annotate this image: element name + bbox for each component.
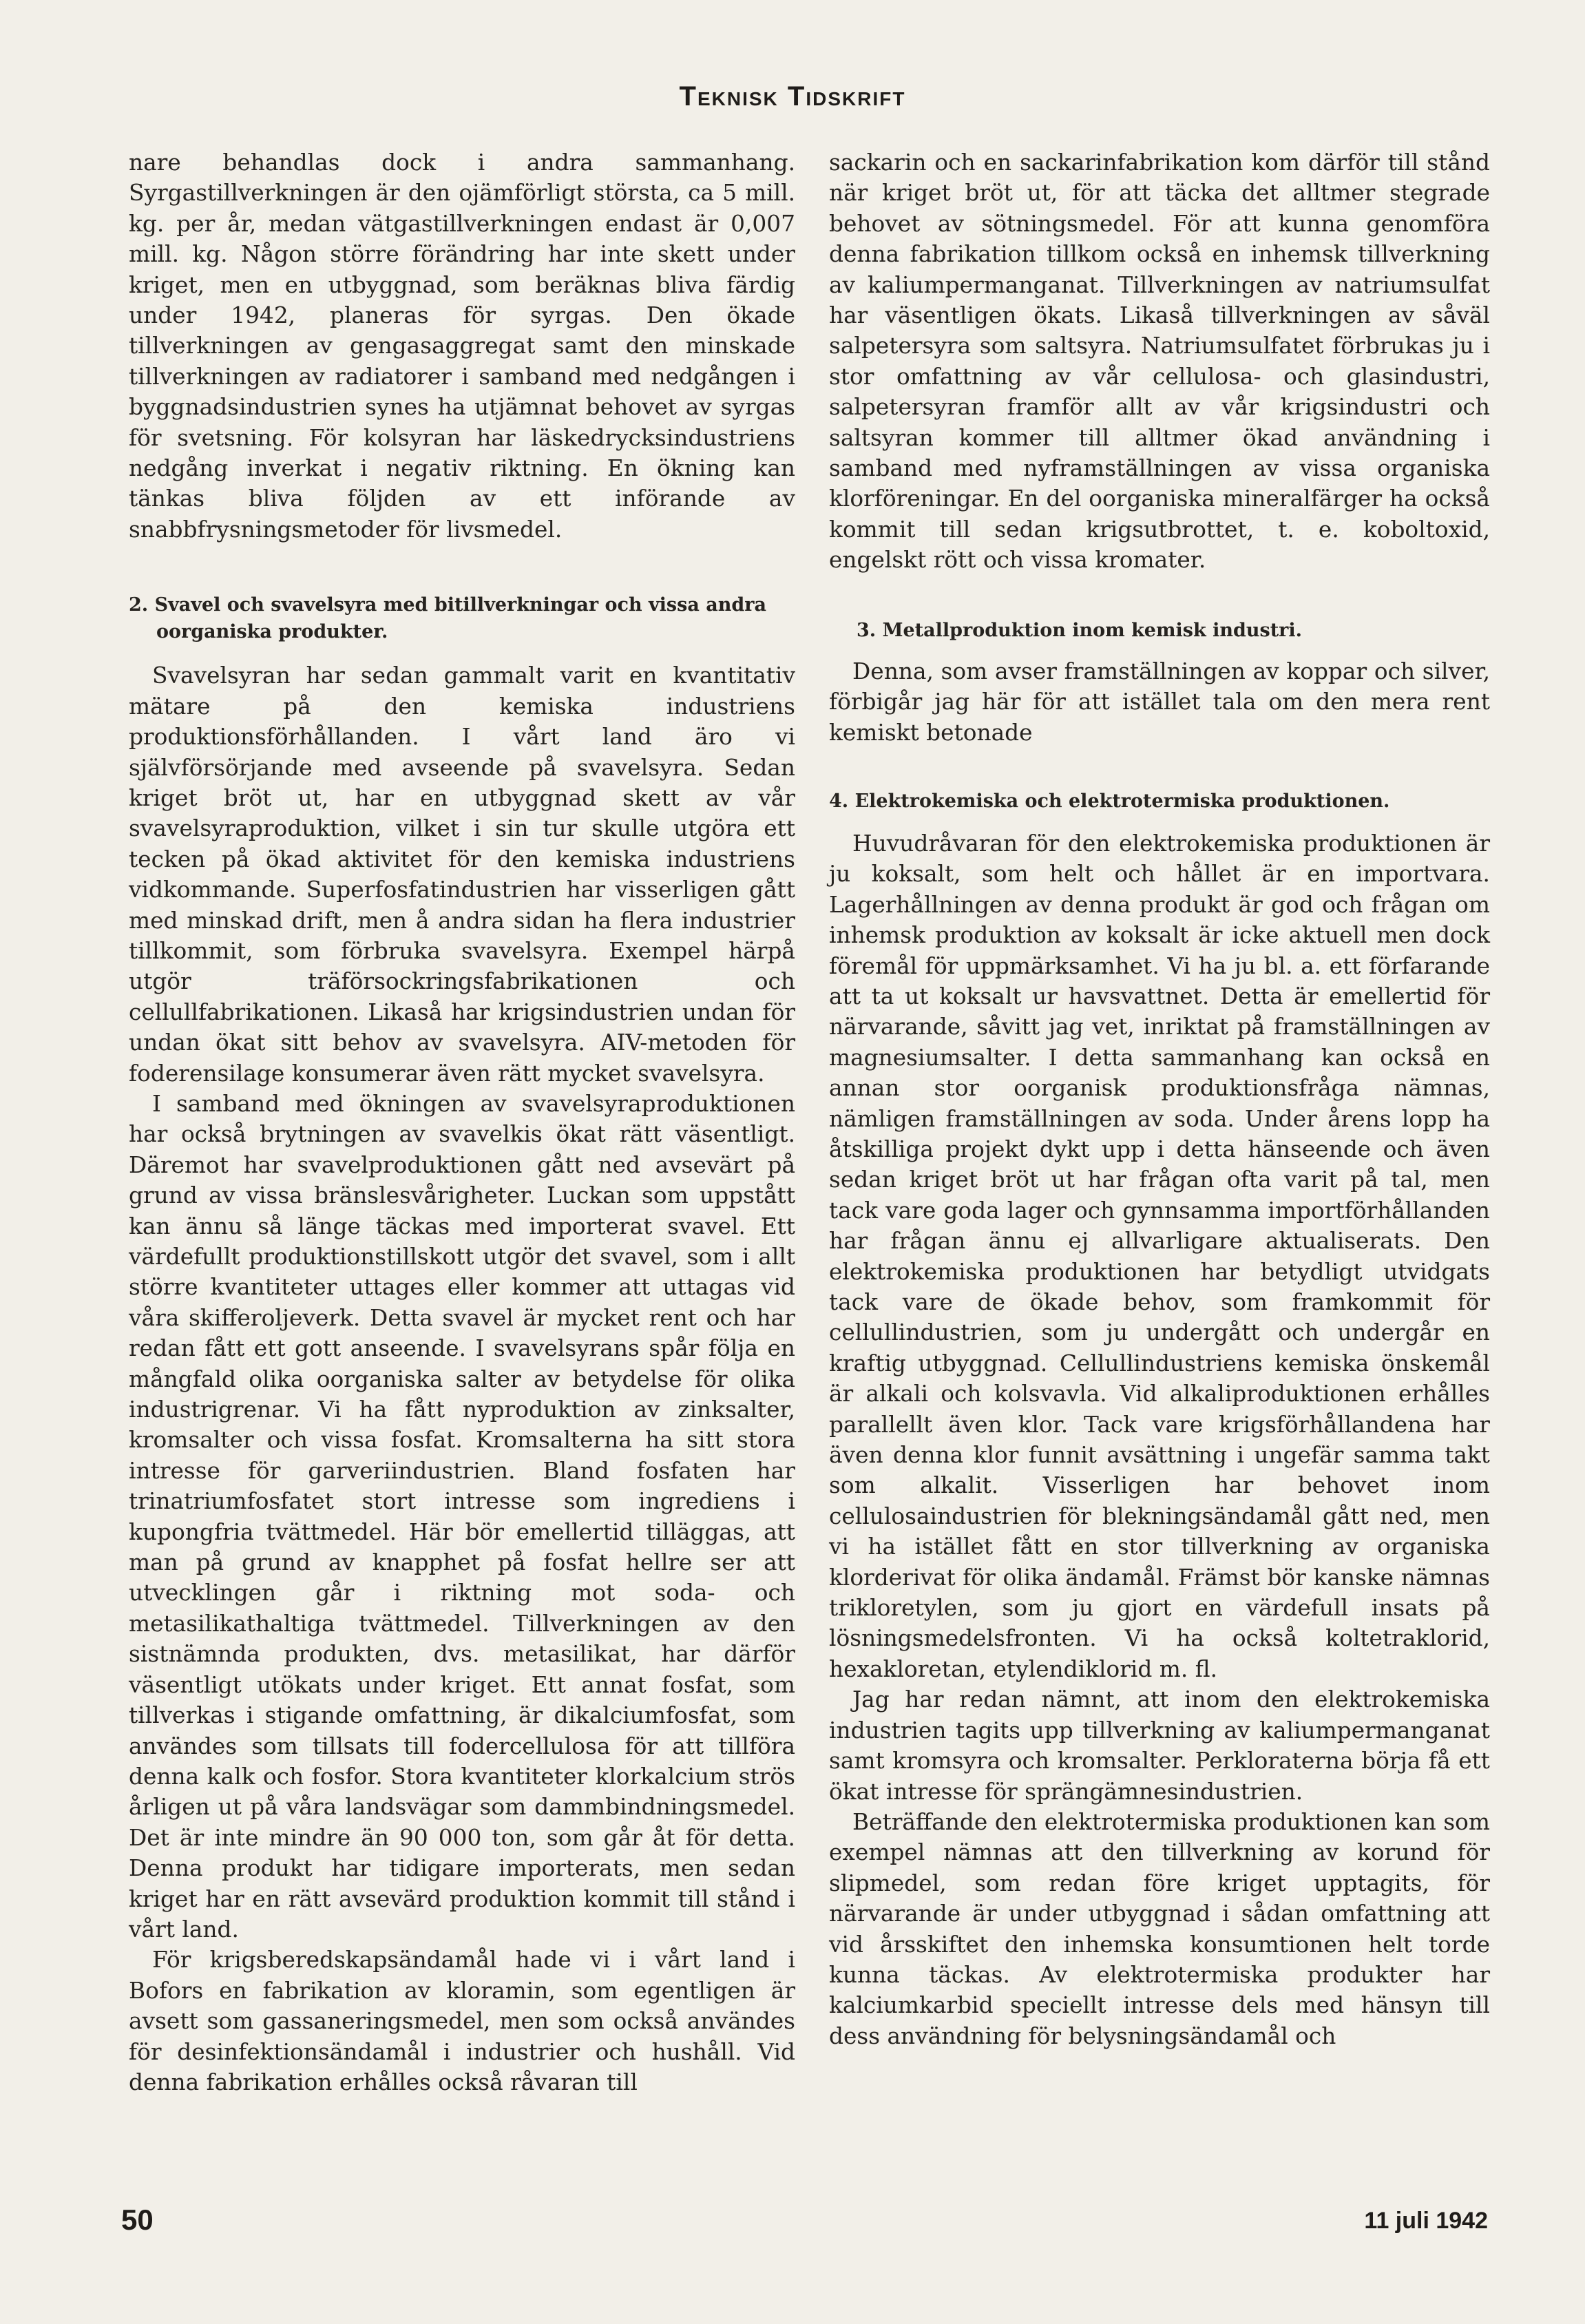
paragraph: Svavelsyran har sedan gammalt varit en kvantitativ mätare på den kemiska industriens produktionsförhållanden. I vårt land äro vi självförsörjande med avseende på svavelsyra. Sedan kriget bröt ut, har en utbyggnad skett av vår svavelsyraproduktion, vilket i sin tur skulle utgöra ett tecken på ökad aktivitet för den kemiska industriens vidkommande. Superfosfatindustrien har visserligen gått med minskad drift, men å andra sidan ha flera industrier tillkommit, som förbruka svavelsyra. Exempel härpå utgör träförsockringsfabrikationen och cellullfabrikationen. Likaså har krigsindustrien undan för undan ökat sitt behov av svavelsyra. AIV-metoden för foderensilage konsumerar även rätt mycket svavelsyra. xyxy=(129,662,795,1087)
paragraph: Huvudråvaran för den elektrokemiska produktionen är ju koksalt, som helt och hållet är en importvara. Lagerhållningen av denna produkt är god och frågan om inhemsk produktion av koksalt är icke aktuell men dock föremål för uppmärksamhet. Vi ha ju bl. a. ett förfarande att ta ut koksalt ur havsvattnet. Detta är emellertid för närvarande, såvitt jag vet, inriktat på framställningen av magnesiumsalter. I detta sammanhang kan också en annan stor oorganisk produktionsfråga nämnas, nämligen framställningen av soda. Under årens lopp ha åtskilliga projekt dykt upp i detta hänseende och även sedan kriget bröt ut har frågan ofta varit på tal, men tack vare goda lager och gynnsamma importförhållanden har frågan ännu ej allvarligare aktualiserats. Den elektrokemiska produktionen har betydligt utvidgats tack vare de ökade behov, som framkommit för cellullindustrien, som ju undergått och undergår en kraftig utbyggnad. Cellullindustriens kemiska önskemål är alkali och kolsvavla. Vid alkaliproduktionen erhålles parallellt även klor. Tack vare krigsförhållandena har även denna klor funnit avsättning i ungefär samma takt som alkalit. Visserligen har behovet inom cellulosaindustrien för blekningsändamål gått ned, men vi ha istället fått en stor tillverkning av organiska klorderivat för olika ändamål. Främst bör kanske nämnas trikloretylen, som ju gjort en värdefull insats på lösningsmedelsfronten. Vi ha också koltetraklorid, hexakloretan, etylendiklorid m. fl. xyxy=(829,830,1490,1682)
left-column xyxy=(129,147,795,2097)
paragraph: sackarin och en sackarinfabrikation kom därför till stånd när kriget bröt ut, för att täcka det alltmer stegrade behovet av sötningsmedel. För att kunna genomföra denna fabrikation tillkom också en inhemsk tillverkning av kaliumpermanganat. Tillverkningen av natriumsulfat har väsentligen ökats. Likaså tillverkningen av såväl salpetersyra som saltsyra. Natriumsulfatet förbrukas ju i stor omfattning av vår cellulosa- och glasindustri, salpetersyran framför allt av vår krigsindustri och saltsyran kommer till alltmer ökad användning i samband med nyframställningen av vissa organiska klorföreningar. En del oorganiska mineralfärger ha också kommit till sedan krigsutbrottet, t. e. koboltoxid, engelskt rött och vissa kromater. xyxy=(829,149,1490,574)
paragraph: Denna, som avser framställningen av koppar och silver, förbigår jag här för att istället tala om den mera rent kemiskt betonade xyxy=(829,658,1490,746)
paragraph: För krigsberedskapsändamål hade vi i vårt land i Bofors en fabrikation av kloramin, som egentligen är avsett som gassaneringsmedel, men som också användes för desinfektionsändamål i industrier och hushåll. Vid denna fabrikation erhålles också råvaran till xyxy=(129,1947,795,2095)
issue-date: 11 juli 1942 xyxy=(1364,2208,1488,2234)
section-heading-3: 3. Metallproduktion inom kemisk industri. xyxy=(857,619,1303,641)
page-number: 50 xyxy=(121,2203,154,2236)
section-heading-4: 4. Elektrokemiska och elektrotermiska produktionen. xyxy=(829,790,1390,812)
right-column xyxy=(829,147,1490,2051)
journal-title: Teknisk Tidskrift xyxy=(679,81,906,112)
paragraph: Beträffande den elektrotermiska produktionen kan som exempel nämnas att den tillverkning av korund för slipmedel, som redan före kriget upptagits, för närvarande är under utbyggnad i sådan omfattning att vid årsskiftet den inhemska konsumtionen helt torde kunna täckas. Av elektrotermiska produkter har kalciumkarbid speciellt intresse dels med hänsyn till dess användning för belysningsändamål och xyxy=(829,1808,1490,2049)
paragraph: nare behandlas dock i andra sammanhang. Syrgastillverkningen är den ojämförligt största, ca 5 mill. kg. per år, medan vätgastillverkningen endast är 0,007 mill. kg. Någon större förändring har inte skett under kriget, men en utbyggnad, som beräknas bliva färdig under 1942, planeras för syrgas. Den ökade tillverkningen av gengasaggregat samt den minskade tillverkningen av radiatorer i samband med nedgången i byggnadsindustrien synes ha utjämnat behovet av syrgas för svetsning. För kolsyran har läskedrycksindustriens nedgång inverkat i negativ riktning. En ökning kan tänkas bliva följden av ett införande av snabbfrysningsmetoder för livsmedel. xyxy=(129,149,795,543)
paragraph: Jag har redan nämnt, att inom den elektrokemiska industrien tagits upp tillverkning av kaliumpermanganat samt kromsyra och kromsalter. Perkloraterna börja få ett ökat intresse för sprängämnesindustrien. xyxy=(829,1686,1490,1805)
paragraph: I samband med ökningen av svavelsyraproduktionen har också brytningen av svavelkis ökat rätt väsentligt. Däremot har svavelproduktionen gått ned avsevärt på grund av vissa bränslesvårigheter. Luckan som uppstått kan ännu så länge täckas med importerat svavel. Ett värdefullt produktionstillskott utgör det svavel, som i allt större kvantiteter uttages eller kommer att uttagas vid våra skifferoljeverk. Detta svavel är mycket rent och har redan fått ett gott anseende. I svavelsyrans spår följa en mångfald olika oorganiska salter av betydelse för olika industrigrenar. Vi ha fått nyproduktion av zinksalter, kromsalter och vissa fosfat. Kromsalterna ha sitt stora intresse för garveriindustrien. Bland fosfaten har trinatriumfosfatet stort intresse som ingrediens i kupongfria tvättmedel. Här bör emellertid tilläggas, att man på grund av knapphet på fosfat hellre ser att utvecklingen går i riktning mot soda- och metasilikathaltiga tvättmedel. Tillverkningen av den sistnämnda produkten, dvs. metasilikat, har därför väsentligt utökats under kriget. Ett annat fosfat, som tillverkas i stigande omfattning, är dikalciumfosfat, som användes som tillsats till fodercellulosa för att tillföra denna kalk och fosfor. Stora kvantiteter klorkalcium strös årligen ut på våra landsvägar som dammbindningsmedel. Det är inte mindre än 90 000 ton, som går åt för detta. Denna produkt har tidigare importerats, men sedan kriget har en rätt avsevärd produktion kommit till stånd i vårt land. xyxy=(129,1090,795,1943)
section-heading-2: 2. Svavel och svavelsyra med bitillverkningar och vissa andra oorganiska produkter. xyxy=(129,594,766,643)
